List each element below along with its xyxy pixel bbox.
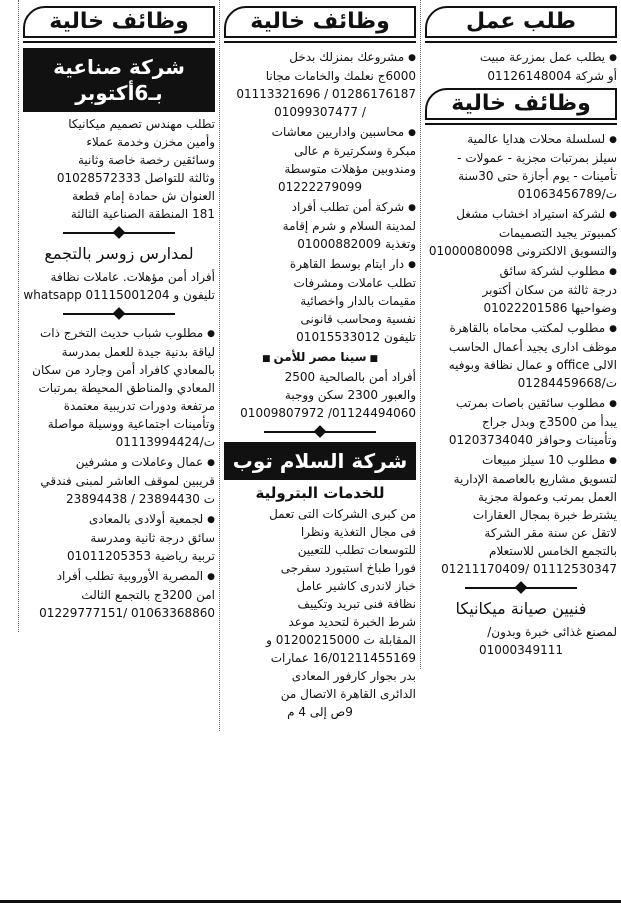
ad-line: كمبيوتر يجيد التصميمات bbox=[498, 226, 617, 240]
ad-line: أفراد أمن بالصالحية 2500 bbox=[284, 370, 416, 384]
ad-line: ت/01113994424 bbox=[115, 435, 215, 449]
left-column bbox=[18, 0, 219, 632]
ad-line: للتوسعات تطلب للتعيين bbox=[297, 543, 416, 557]
ad-security-company bbox=[224, 198, 416, 253]
ad-sina-security bbox=[224, 348, 416, 422]
ad-line: تطلب مهندس تصميم ميكانيكا bbox=[68, 117, 215, 131]
header-rule bbox=[425, 123, 617, 125]
ad-line: تطلب عاملات ومشرفات bbox=[293, 276, 416, 290]
diamond-icon bbox=[314, 425, 327, 438]
section-header-vacancies: وظائف خالية bbox=[224, 6, 416, 38]
header-rule bbox=[425, 41, 617, 43]
ad-line: مرتفعة ودورات تدريبية معتمدة bbox=[63, 399, 215, 413]
ad-line: وثالثة للتواصل 01028572333 bbox=[56, 171, 215, 185]
banner-industrial-company: شركة صناعية بـ6أكتوبر bbox=[23, 48, 215, 112]
ad-line: ● مطلوب شباب حديث التخرج ذات bbox=[23, 324, 215, 343]
ad-line: 01222279099 bbox=[278, 180, 362, 194]
ad-line: بالمعادي كافراد أمن وجارد من سكان bbox=[32, 363, 215, 377]
ad-line: ● مطلوب سائقين باصات بمرتب bbox=[425, 394, 617, 413]
banner-salam-top: شركة السلام توب bbox=[224, 442, 416, 480]
ad-line: وتأمينات اجتماعية ووسيلة مواصلة bbox=[47, 417, 215, 431]
ad-line: أفراد أمن مؤهلات. عاملات نظافة bbox=[50, 270, 215, 284]
ad-accountants bbox=[224, 123, 416, 196]
ad-line: / 01099307477 bbox=[274, 105, 366, 119]
section-header-job-request: طلب عمل bbox=[425, 6, 617, 38]
ad-line: تليفون 01015533012 bbox=[296, 330, 416, 344]
ad-line: بالتجمع الخامس للاستعلام bbox=[489, 544, 617, 558]
header-rule bbox=[23, 41, 215, 43]
ad-orphanage bbox=[224, 255, 416, 346]
ad-line: ● يطلب عمل بمزرعة مبيت bbox=[425, 48, 617, 67]
ad-line: وأمين مخزن وخدمة عملاء bbox=[86, 135, 215, 149]
ad-line: أو شركة 01126148004 bbox=[487, 69, 617, 83]
ad-line: 01000349111 bbox=[479, 643, 563, 657]
ad-line: من كبرى الشركات التى تعمل bbox=[269, 507, 416, 521]
ad-line: سيلز بمرتبات مجزية - عمولات - bbox=[457, 151, 617, 165]
diamond-icon bbox=[515, 581, 528, 594]
ad-line: ● لشركة استيراد اخشاب مشغل bbox=[425, 205, 617, 224]
ad-line: ● المصرية الأوروبية تطلب أفراد bbox=[23, 567, 215, 586]
ad-line: تليفون و whatsapp 01115001204 bbox=[23, 288, 215, 302]
ad-line: درجة ثالثة من سكان أكتوبر bbox=[482, 283, 617, 297]
ad-driver-october bbox=[425, 262, 617, 317]
ad-line: ● عمال وعاملات و مشرفين bbox=[23, 453, 215, 472]
diamond-divider bbox=[425, 581, 617, 595]
ad-line: ● لجمعية أولادى بالمعادى bbox=[23, 510, 215, 529]
ad-line: يبدأ من 3500ج وبدل جراج bbox=[482, 415, 617, 429]
ad-line: ● محاسبين واداريين معاشات bbox=[224, 123, 416, 142]
ad-awladi-association bbox=[23, 510, 215, 565]
ad-line: 16/01211455169 عمارات bbox=[270, 651, 416, 665]
ad-gift-shops bbox=[425, 130, 617, 203]
ad-line: ● شركة أمن تطلب أفراد bbox=[224, 198, 416, 217]
ad-job-request bbox=[425, 48, 617, 85]
ad-line: ● مطلوب لشركة سائق bbox=[425, 262, 617, 281]
ad-line: 01063368860 /01229777151 bbox=[39, 606, 215, 620]
ad-title-zoser-schools: لمدارس زوسر بالتجمع bbox=[44, 244, 194, 263]
ad-mechanics bbox=[425, 623, 617, 659]
diamond-icon bbox=[113, 307, 126, 320]
ad-home-project bbox=[224, 48, 416, 121]
ad-line: لتسويق مشاريع بالعاصمة الإدارية bbox=[453, 472, 617, 486]
diamond-divider bbox=[23, 307, 215, 321]
ad-line: وسائقين رخصة خاصة وثانية bbox=[77, 153, 215, 167]
ad-line: المعادي والمناطق المحيطة بمرتبات bbox=[38, 381, 215, 395]
ad-line: نفسية ومحاسب قانونى bbox=[300, 312, 416, 326]
ad-salam-top bbox=[224, 505, 416, 721]
ad-law-office bbox=[425, 319, 617, 392]
ad-line: فورا طباخ استيورد سفرجى bbox=[280, 561, 416, 575]
ad-line: والعبور 2300 سكن ووجبة bbox=[284, 388, 416, 402]
ad-line: وتأمينات وحوافز 01203734040 bbox=[448, 433, 617, 447]
ad-line: ● مطلوب لمكتب محاماه بالقاهرة bbox=[425, 319, 617, 338]
ad-line: شرط الخبرة لتحديد موعد bbox=[288, 615, 416, 629]
ad-line: ت 23894430 / 23894438 bbox=[66, 492, 215, 506]
ad-line: ومندوبين مؤهلات متوسطة bbox=[284, 162, 416, 176]
ad-line: 01112530347 /01211170409 bbox=[441, 562, 617, 576]
ad-line: لمدينة السلام و شرم إقامة bbox=[282, 219, 416, 233]
diamond-divider bbox=[23, 226, 215, 240]
middle-column bbox=[219, 0, 420, 731]
ad-line: لياقة بدنية جيدة للعمل بمدرسة bbox=[61, 345, 215, 359]
header-rule bbox=[224, 41, 416, 43]
ad-line: ت/01284459668 bbox=[517, 376, 617, 390]
subtitle-petroleum: للخدمات البترولية bbox=[255, 484, 385, 502]
ad-line: خباز لاندرى كاشير عامل bbox=[296, 579, 416, 593]
ad-line: امن 3200ج بالتجمع الثالث bbox=[81, 588, 215, 602]
ad-line: لمصنع غذائى خبرة وبدون/ bbox=[487, 625, 617, 639]
ad-line: والتسويق الالكترونى 01000080098 bbox=[428, 244, 617, 258]
ad-line: تأمينات - يوم أجازة حتى 30سنة bbox=[458, 169, 617, 183]
ad-line: بدر بجوار كارفور المعادى bbox=[291, 669, 416, 683]
section-header-vacancies: وظائف خالية bbox=[425, 88, 617, 120]
ad-line: يشترط خبرة بمجال العقارات bbox=[472, 508, 617, 522]
ad-industrial-company bbox=[23, 115, 215, 223]
ad-zoser-schools bbox=[23, 268, 215, 304]
ad-line: مقيمات بالدار واخصائية bbox=[300, 294, 416, 308]
ad-line: لاتقل عن سنة مقر الشركة bbox=[484, 526, 617, 540]
ad-workers-hotel bbox=[23, 453, 215, 508]
ad-line: وضواحيها 01022201586 bbox=[483, 301, 617, 315]
ad-line: مبكرة وسكرتيرة م عالى bbox=[294, 144, 416, 158]
diamond-icon bbox=[113, 226, 126, 239]
ad-line: فى مجال التغذية ونظرا bbox=[300, 525, 416, 539]
ad-wood-import bbox=[425, 205, 617, 260]
ad-line: العنوان ش حمادة إمام قطعة bbox=[72, 189, 215, 203]
ad-title-mechanics: فنيين صيانة ميكانيكا bbox=[455, 599, 587, 618]
ad-line: ● دار ايتام بوسط القاهرة bbox=[224, 255, 416, 274]
ad-title: ■ سينا مصر للأمن ■ bbox=[224, 348, 416, 368]
ad-line: ● مطلوب 10 سيلز مبيعات bbox=[425, 451, 617, 470]
ad-line: الالى office و عمال نظافة وبوفيه bbox=[448, 358, 617, 372]
ad-line: تربية رياضية 01011205353 bbox=[66, 549, 215, 563]
ad-line: 6000ج نعلمك والخامات مجانا bbox=[265, 69, 416, 83]
ad-line: العمل بمرتب وعمولة مجزية bbox=[477, 490, 617, 504]
ad-line: 01286176187 / 01113321696 bbox=[236, 87, 416, 101]
ad-line: ● مشروعك بمنزلك بدخل bbox=[224, 48, 416, 67]
ad-bus-drivers bbox=[425, 394, 617, 449]
ad-line: 181 المنطقة الصناعية الثالثة bbox=[70, 207, 215, 221]
diamond-divider bbox=[224, 425, 416, 439]
ad-line: سائق درجة ثانية ومدرسة bbox=[90, 531, 215, 545]
ad-line: ● لسلسلة محلات هدايا عالمية bbox=[425, 130, 617, 149]
ad-line: موظف ادارى يجيد أعمال الحاسب bbox=[448, 340, 617, 354]
ad-line: قريبين لموقف العاشر لمبنى فندقي bbox=[40, 474, 215, 488]
ad-line: المقابلة ت 01200215000 و bbox=[266, 633, 416, 647]
ad-egyptian-european bbox=[23, 567, 215, 622]
ad-graduates-security bbox=[23, 324, 215, 451]
ad-line: 9ص إلى 4 م bbox=[287, 705, 353, 719]
ad-line: الدائرى القاهرة الاتصال من bbox=[280, 687, 416, 701]
ad-line: ت/01063456789 bbox=[517, 187, 617, 201]
ad-line: وتغذية 01000882009 bbox=[297, 237, 416, 251]
ad-sales-capital bbox=[425, 451, 617, 578]
ad-line: نظافة فنى تبريد وتكييف bbox=[297, 597, 416, 611]
section-header-vacancies: وظائف خالية bbox=[23, 6, 215, 38]
ad-line: 01124494060/ 01009807972 bbox=[240, 406, 416, 420]
right-column bbox=[420, 0, 621, 669]
